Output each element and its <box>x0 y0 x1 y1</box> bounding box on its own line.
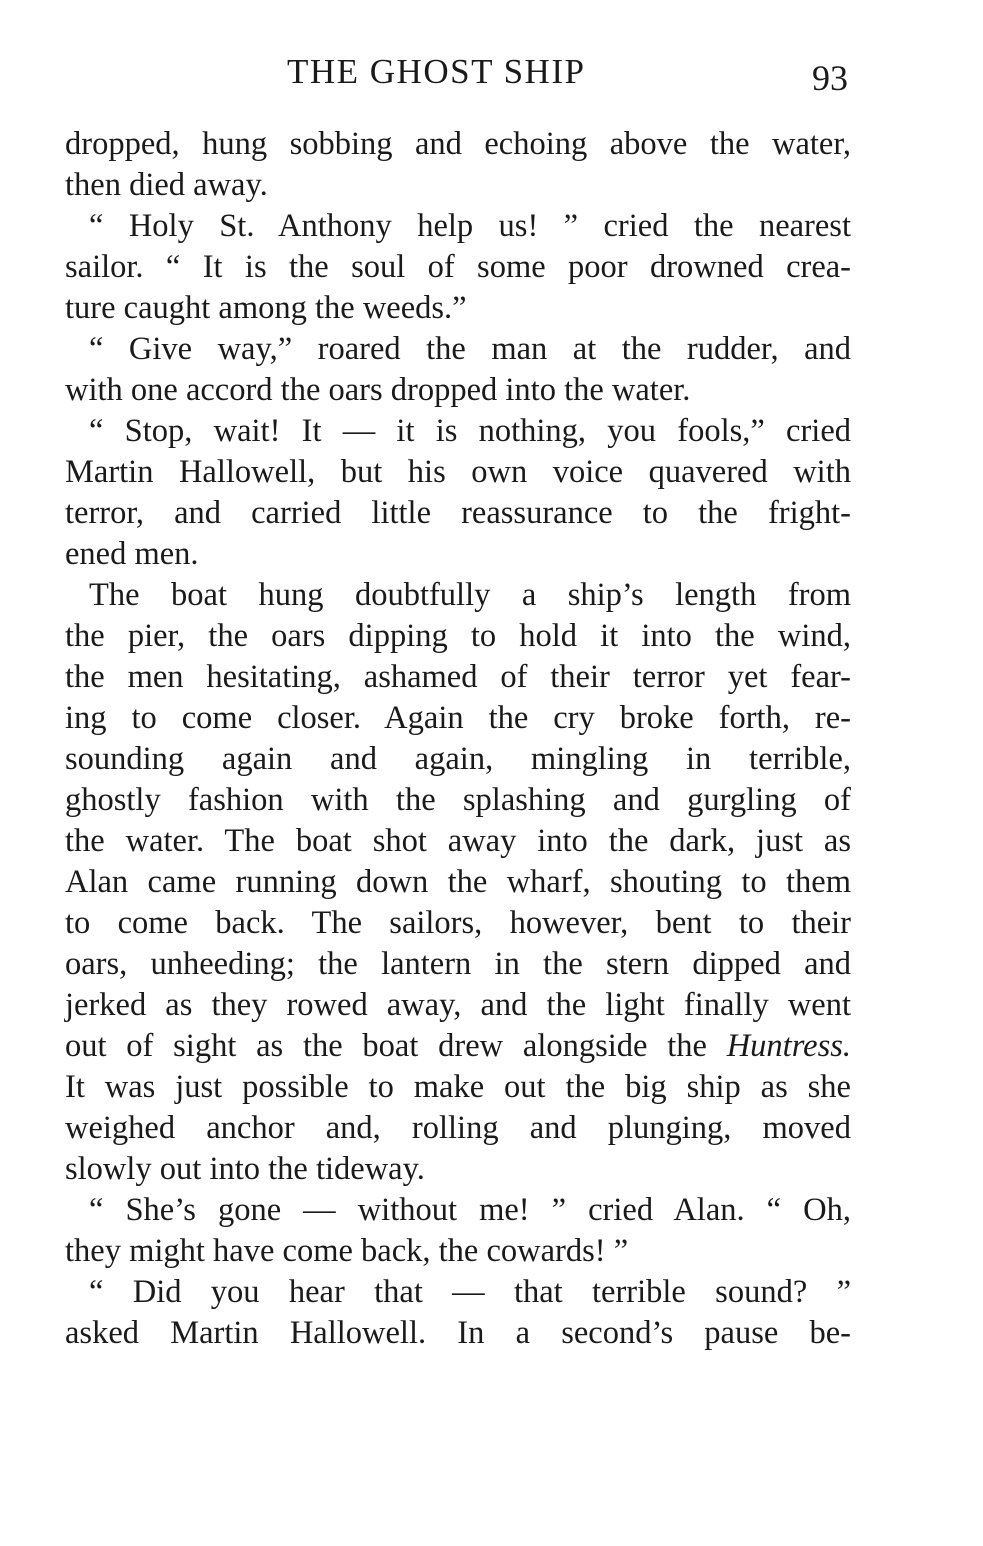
text-line <box>65 944 851 985</box>
text-line <box>65 206 851 247</box>
text-line <box>65 247 851 288</box>
text-line <box>65 862 851 903</box>
text-line-content: “ Holy St. Anthony help us! ” cried the nearest <box>89 208 851 244</box>
text-line-content: Alan came running down the wharf, shouting to them <box>65 864 851 900</box>
text-line-content: ghostly fashion with the splashing and gurgling of <box>65 782 851 818</box>
text-line-content: “ Stop, wait! It — it is nothing, you fools,” cried <box>89 413 851 449</box>
text-line <box>65 124 851 165</box>
text-line-content: sounding again and again, mingling in terrible, <box>65 741 851 777</box>
text-line-content: Martin Hallowell, but his own voice quavered with <box>65 454 851 490</box>
text-line <box>65 1026 851 1067</box>
body-text <box>65 124 851 1354</box>
text-line <box>65 534 851 575</box>
text-line <box>65 493 851 534</box>
text-line-content: “ Give way,” roared the man at the rudder, and <box>89 331 851 367</box>
text-line-content: terror, and carried little reassurance to the fright- <box>65 495 851 531</box>
text-line-content: the water. The boat shot away into the dark, just as <box>65 823 851 859</box>
text-line-content: they might have come back, the cowards! ” <box>65 1233 629 1269</box>
text-line <box>65 411 851 452</box>
text-line-content: The boat hung doubtfully a ship’s length from <box>89 577 851 613</box>
text-line <box>65 1313 851 1354</box>
text-line-content: ened men. <box>65 536 199 572</box>
text-line-content: the men hesitating, ashamed of their terror yet fear- <box>65 659 851 695</box>
text-line-content: “ Did you hear that — that terrible sound? ” <box>89 1274 851 1310</box>
text-line-content: ing to come closer. Again the cry broke forth, re- <box>65 700 851 736</box>
ship-name-italic: Huntress. <box>726 1028 851 1064</box>
text-line <box>65 1190 851 1231</box>
text-line <box>65 780 851 821</box>
text-line <box>65 370 851 411</box>
text-line-content: It was just possible to make out the big ship as she <box>65 1069 851 1105</box>
text-line-content: ture caught among the weeds.” <box>65 290 467 326</box>
text-line-content: dropped, hung sobbing and echoing above the water, <box>65 126 851 162</box>
text-line <box>65 1108 851 1149</box>
text-line <box>65 616 851 657</box>
text-line <box>65 1272 851 1313</box>
text-line <box>65 698 851 739</box>
text-line <box>65 657 851 698</box>
text-line <box>65 821 851 862</box>
text-line <box>65 452 851 493</box>
text-line <box>65 739 851 780</box>
text-line <box>65 1067 851 1108</box>
text-line-content: the pier, the oars dipping to hold it into the wind, <box>65 618 851 654</box>
text-line-content: slowly out into the tideway. <box>65 1151 425 1187</box>
text-line <box>65 903 851 944</box>
running-title: THE GHOST SHIP <box>287 52 586 91</box>
text-line <box>65 1149 851 1190</box>
text-line <box>65 1231 851 1272</box>
text-line-content: asked Martin Hallowell. In a second’s pause be- <box>65 1315 851 1351</box>
text-line-content: “ She’s gone — without me! ” cried Alan. “ Oh, <box>89 1192 851 1228</box>
text-line-content: with one accord the oars dropped into the water. <box>65 372 691 408</box>
text-line <box>65 165 851 206</box>
text-line-content: oars, unheeding; the lantern in the stern dipped and <box>65 946 851 982</box>
text-line <box>65 288 851 329</box>
page-number: 93 <box>812 58 848 98</box>
text-line <box>65 575 851 616</box>
text-line-content: jerked as they rowed away, and the light finally went <box>65 987 851 1023</box>
text-line-content: to come back. The sailors, however, bent to their <box>65 905 851 941</box>
text-line-content: sailor. “ It is the soul of some poor drowned crea- <box>65 249 851 285</box>
text-line <box>65 329 851 370</box>
text-line-content: out of sight as the boat drew alongside the <box>65 1028 727 1064</box>
running-head <box>0 50 983 100</box>
text-line-content: weighed anchor and, rolling and plunging, moved <box>65 1110 851 1146</box>
text-line-content: then died away. <box>65 167 268 203</box>
text-line <box>65 985 851 1026</box>
